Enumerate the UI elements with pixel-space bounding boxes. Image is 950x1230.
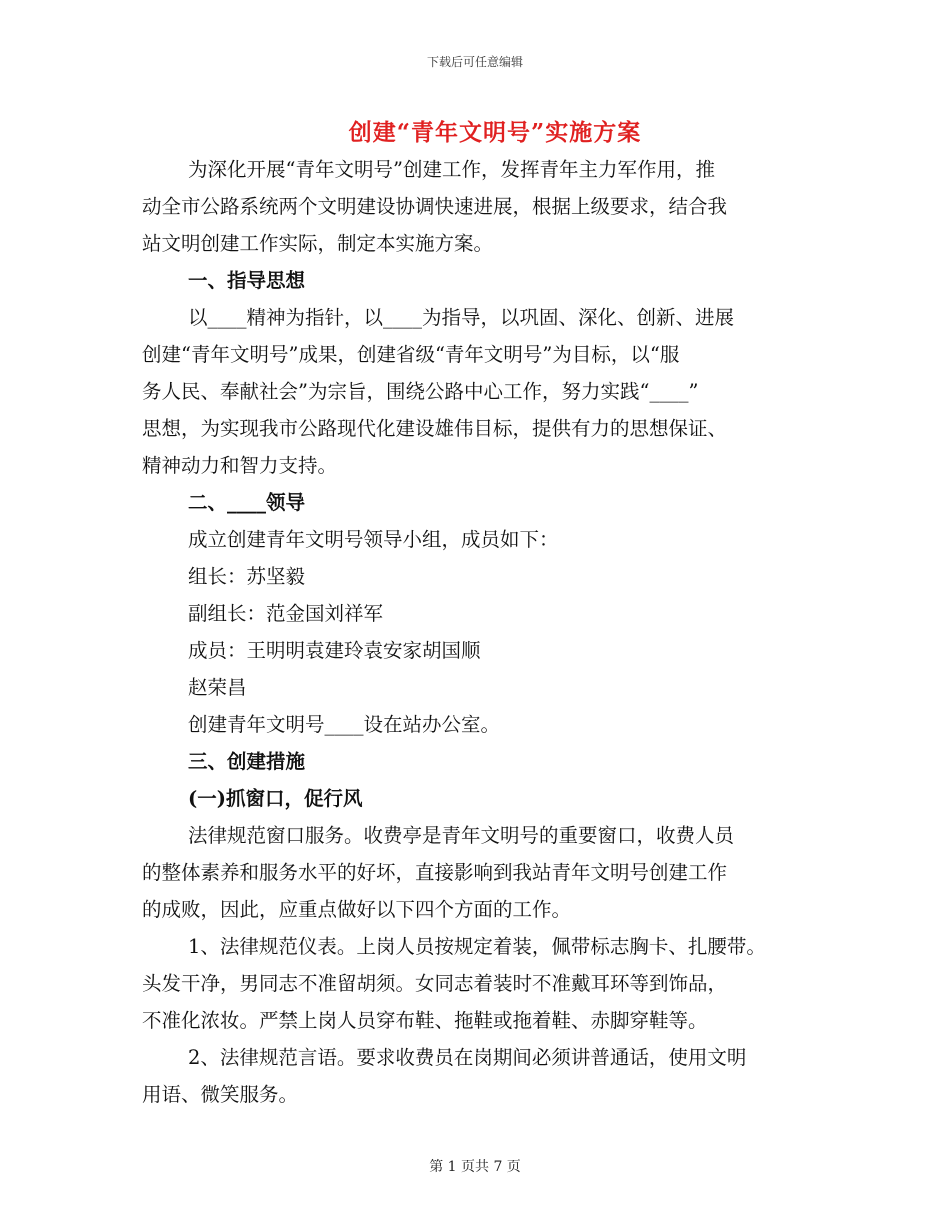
paragraph-line: 务人民、奉献社会”为宗旨，围绕公路中心工作，努力实践“____” xyxy=(142,380,699,403)
section-heading: 一、指导思想 xyxy=(188,269,306,292)
subsection-heading: (一)抓窗口，促行风 xyxy=(188,787,363,810)
paragraph-line: 思想，为实现我市公路现代化建设雄伟目标，提供有力的思想保证、 xyxy=(142,417,728,440)
header-note: 下载后可任意编辑 xyxy=(426,55,523,69)
paragraph-line: 为深化开展“青年文明号”创建工作，发挥青年主力军作用，推 xyxy=(188,158,715,181)
paragraph-line: 副组长：范金国刘祥军 xyxy=(188,602,384,625)
paragraph-line: 法律规范窗口服务。收费亭是青年文明号的重要窗口，收费人员 xyxy=(188,824,735,847)
paragraph-line: 头发干净，男同志不准留胡须。女同志着装时不准戴耳环等到饰品， xyxy=(142,972,728,995)
paragraph-line: 2、法律规范言语。要求收费员在岗期间必须讲普通话，使用文明 xyxy=(188,1046,747,1069)
paragraph-line: 创建“青年文明号”成果，创建省级“青年文明号”为目标，以“服 xyxy=(142,343,680,366)
document-title: 创建“青年文明号”实施方案 xyxy=(348,119,642,146)
paragraph-line: 站文明创建工作实际，制定本实施方案。 xyxy=(142,232,494,255)
paragraph-line: 组长：苏坚毅 xyxy=(188,565,306,588)
paragraph-line: 用语、微笑服务。 xyxy=(142,1083,299,1106)
page-indicator: 第 1 页共 7 页 xyxy=(429,1159,521,1175)
section-heading: 二、____领导 xyxy=(188,491,306,514)
paragraph-line: 创建青年文明号____设在站办公室。 xyxy=(188,713,501,736)
paragraph-line: 以____精神为指针，以____为指导，以巩固、深化、创新、进展 xyxy=(188,306,735,329)
section-heading: 三、创建措施 xyxy=(188,750,306,773)
paragraph-line: 成员：王明明袁建玲袁安家胡国顺 xyxy=(188,639,481,662)
paragraph-line: 的成败，因此，应重点做好以下四个方面的工作。 xyxy=(142,898,572,921)
paragraph-line: 动全市公路系统两个文明建设协调快速进展，根据上级要求，结合我 xyxy=(142,195,728,218)
paragraph-line: 1、法律规范仪表。上岗人员按规定着装，佩带标志胸卡、扎腰带。 xyxy=(188,935,766,958)
paragraph-line: 精神动力和智力支持。 xyxy=(142,454,338,477)
paragraph-line: 赵荣昌 xyxy=(188,676,247,699)
paragraph-line: 的整体素养和服务水平的好坏，直接影响到我站青年文明号创建工作 xyxy=(142,861,728,884)
paragraph-line: 成立创建青年文明号领导小组，成员如下： xyxy=(188,528,559,551)
paragraph-line: 不准化浓妆。严禁上岗人员穿布鞋、拖鞋或拖着鞋、赤脚穿鞋等。 xyxy=(142,1009,708,1032)
